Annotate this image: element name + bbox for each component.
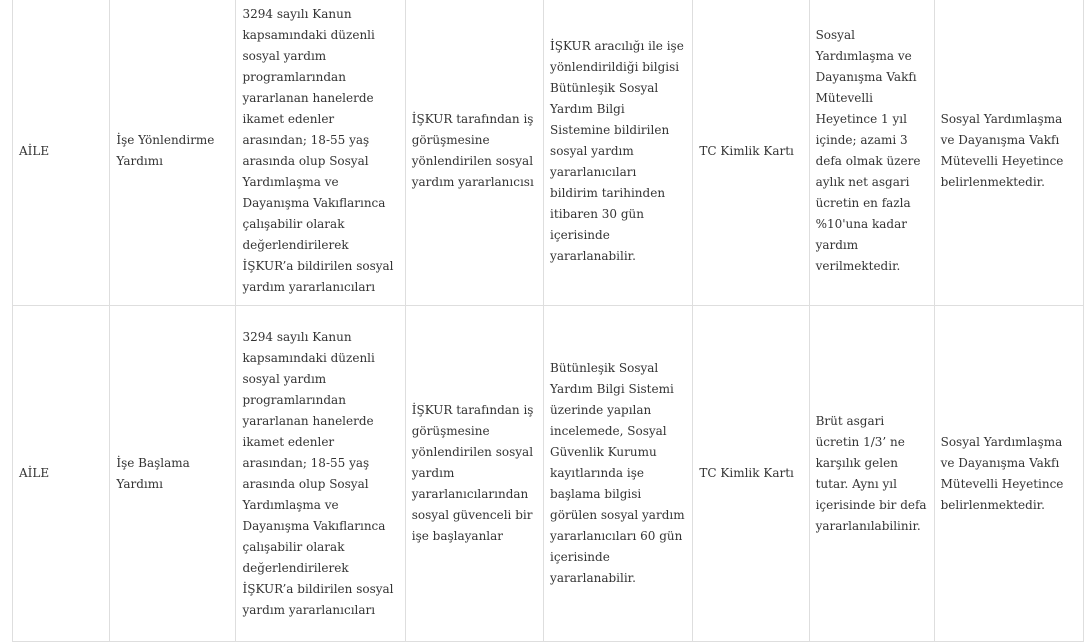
- target-group-cell: İŞKUR tarafından iş görüşmesine yönlendirilen sosyal yardım yararlanıcılarından sosyal güvenceli bir işe başlayanlar: [405, 306, 543, 642]
- authority-cell: Sosyal Yardımlaşma ve Dayanışma Vakfı Mütevelli Heyetince belirlenmektedir.: [934, 0, 1083, 306]
- table-row: [13, 0, 1084, 306]
- procedure-cell: İŞKUR aracılığı ile işe yönlendirildiği bilgisi Bütünleşik Sosyal Yardım Bilgi Sistemine bildirilen sosyal yardım yararlanıcıları bildirim tarihinden itibaren 30 gün içerisinde yararlanabilir.: [544, 0, 693, 306]
- eligibility-cell: 3294 sayılı Kanun kapsamındaki düzenli sosyal yardım programlarından yararlanan hanelerde ikamet edenler arasından; 18-55 yaş arasında olup Sosyal Yardımlaşma ve Dayanışma Vakıflarınca çalışabilir olarak değerlendirilerek İŞKUR’a bildirilen sosyal yardım yararlanıcıları: [236, 306, 405, 642]
- authority-cell: Sosyal Yardımlaşma ve Dayanışma Vakfı Mütevelli Heyetince belirlenmektedir.: [934, 306, 1083, 642]
- table-row: [13, 306, 1084, 642]
- category-cell: AİLE: [13, 306, 110, 642]
- assistance-name-cell: İşe Başlama Yardımı: [110, 306, 236, 642]
- target-group-cell: İŞKUR tarafından iş görüşmesine yönlendirilen sosyal yardım yararlanıcısı: [405, 0, 543, 306]
- social-assistance-table: [12, 0, 1084, 642]
- category-cell: AİLE: [13, 0, 110, 306]
- required-document-cell: TC Kimlik Kartı: [693, 0, 809, 306]
- amount-cell: Brüt asgari ücretin 1/3’ ne karşılık gelen tutar. Aynı yıl içerisinde bir defa yararlanılabilinir.: [809, 306, 934, 642]
- required-document-cell: TC Kimlik Kartı: [693, 306, 809, 642]
- procedure-cell: Bütünleşik Sosyal Yardım Bilgi Sistemi üzerinde yapılan incelemede, Sosyal Güvenlik Kurumu kayıtlarında işe başlama bilgisi görülen sosyal yardım yararlanıcıları 60 gün içerisinde yararlanabilir.: [544, 306, 693, 642]
- eligibility-cell: 3294 sayılı Kanun kapsamındaki düzenli sosyal yardım programlarından yararlanan hanelerde ikamet edenler arasından; 18-55 yaş arasında olup Sosyal Yardımlaşma ve Dayanışma Vakıflarınca çalışabilir olarak değerlendirilerek İŞKUR’a bildirilen sosyal yardım yararlanıcıları: [236, 0, 405, 306]
- assistance-name-cell: İşe Yönlendirme Yardımı: [110, 0, 236, 306]
- amount-cell: Sosyal Yardımlaşma ve Dayanışma Vakfı Mütevelli Heyetince 1 yıl içinde; azami 3 defa olmak üzere aylık net asgari ücretin en fazla %10'una kadar yardım verilmektedir.: [809, 0, 934, 306]
